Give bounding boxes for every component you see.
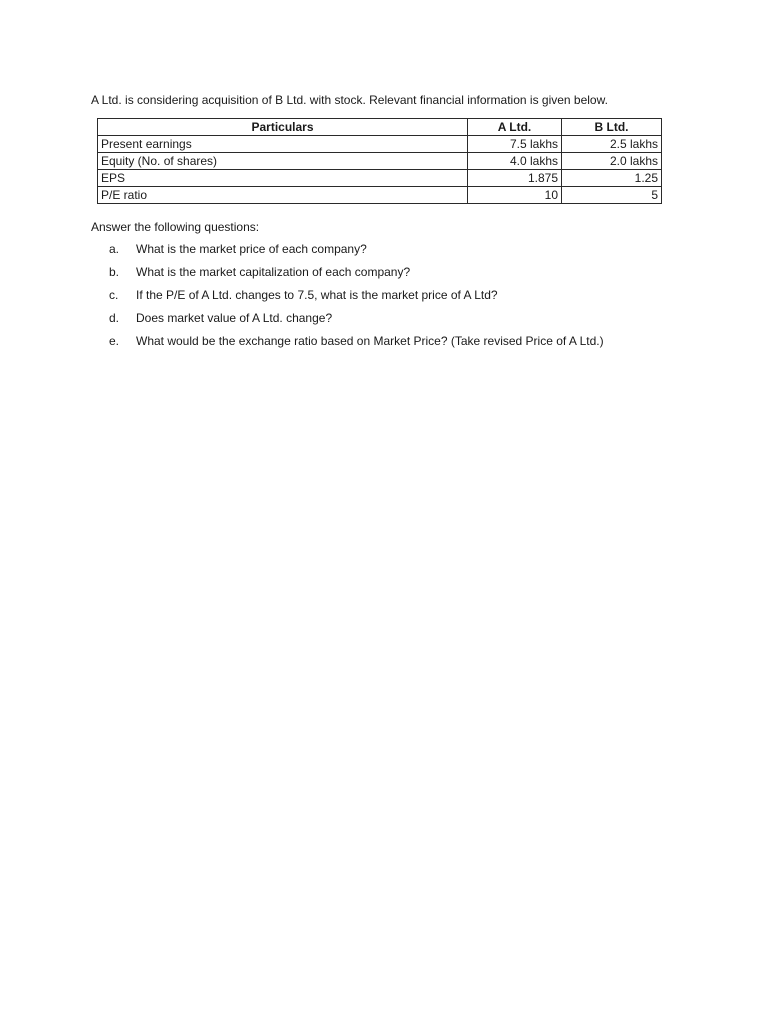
question-text: What is the market capitalization of each company? (136, 265, 411, 279)
b-ltd-value: 1.25 (562, 170, 662, 187)
table-row (98, 153, 662, 170)
a-ltd-value: 4.0 lakhs (468, 153, 562, 170)
table-row (98, 170, 662, 187)
question-text: What is the market price of each company? (136, 242, 367, 256)
a-ltd-value: 1.875 (468, 170, 562, 187)
a-ltd-value: 7.5 lakhs (468, 136, 562, 153)
list-marker: e. (109, 334, 120, 348)
header-a-ltd: A Ltd. (468, 119, 562, 136)
row-label: P/E ratio (98, 187, 468, 204)
row-label: EPS (98, 170, 468, 187)
header-b-ltd: B Ltd. (562, 119, 662, 136)
list-marker: d. (109, 311, 120, 325)
question-text: Does market value of A Ltd. change? (136, 311, 333, 325)
list-marker: c. (109, 288, 119, 302)
list-marker: a. (109, 242, 120, 256)
list-marker: b. (109, 265, 120, 279)
b-ltd-value: 2.5 lakhs (562, 136, 662, 153)
answer-intro: Answer the following questions: (91, 220, 260, 234)
header-particulars: Particulars (98, 119, 468, 136)
table-row (98, 187, 662, 204)
question-text: If the P/E of A Ltd. changes to 7.5, what is the market price of A Ltd? (136, 288, 498, 302)
row-label: Equity (No. of shares) (98, 153, 468, 170)
table-header-row (98, 119, 662, 136)
row-label: Present earnings (98, 136, 468, 153)
a-ltd-value: 10 (468, 187, 562, 204)
table-row (98, 136, 662, 153)
financial-info-table (97, 118, 662, 204)
b-ltd-value: 2.0 lakhs (562, 153, 662, 170)
question-text: What would be the exchange ratio based on Market Price? (Take revised Price of A Ltd.) (136, 334, 604, 348)
intro-paragraph: A Ltd. is considering acquisition of B Ltd. with stock. Relevant financial information is given below. (91, 93, 608, 107)
b-ltd-value: 5 (562, 187, 662, 204)
